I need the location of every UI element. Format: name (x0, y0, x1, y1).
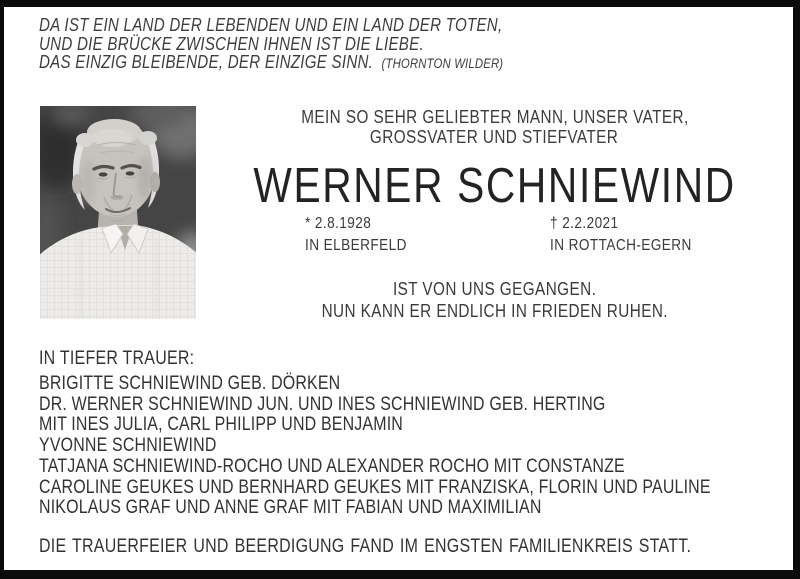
quote-attribution: (THORNTON WILDER) (381, 56, 504, 72)
quote-line-2: UND DIE BRÜCKE ZWISCHEN IHNEN IST DIE LIEBE. (39, 33, 424, 54)
obituary-sheet (4, 7, 793, 570)
deceased-name-row (196, 159, 793, 213)
birth-dateline: * 2.8.1928 (305, 215, 372, 232)
mourner-line: BRIGITTE SCHNIEWIND GEB. DÖRKEN (39, 373, 341, 394)
birth-place: IN ELBERFELD (305, 237, 407, 254)
death-place: IN ROTTACH-EGERN (550, 237, 692, 254)
farewell-line-2: NUN KANN ER ENDLICH IN FRIEDEN RUHEN. (321, 301, 668, 321)
quote-line-1: DA IST EIN LAND DER LEBENDEN UND EIN LAND DER TOTEN, (39, 15, 503, 35)
intro-line-1: MEIN SO SEHR GELIEBTER MANN, UNSER VATER, (300, 107, 689, 127)
closing-line: DIE TRAUERFEIER UND BEERDIGUNG FAND IM ENGSTEN FAMILIENKREIS STATT. (39, 536, 692, 557)
mourner-list (39, 374, 711, 519)
mourner-line: CAROLINE GEUKES UND BERNHARD GEUKES MIT FRANZISKA, FLORIN UND PAULINE (39, 476, 711, 498)
intro-line-2: GROSSVATER UND STIEFVATER (370, 127, 619, 147)
mourner-line: MIT INES JULIA, CARL PHILIPP UND BENJAMIN (39, 414, 404, 436)
quote-line-3-text: DAS EINZIG BLEIBENDE, DER EINZIGE SINN. (39, 52, 374, 73)
mourner-line: NIKOLAUS GRAF UND ANNE GRAF MIT FABIAN UND MAXIMILIAN (39, 497, 542, 519)
death-info (550, 213, 692, 257)
death-dateline: † 2.2.2021 (550, 215, 619, 232)
mourner-line: TATJANA SCHNIEWIND-ROCHO UND ALEXANDER ROCHO MIT CONSTANZE (39, 455, 625, 477)
intro-lines (196, 107, 793, 147)
mourning-section (39, 348, 711, 519)
birth-info (305, 213, 407, 257)
mourner-line: YVONNE SCHNIEWIND (39, 435, 217, 457)
deceased-name: WERNER SCHNIEWIND (253, 159, 736, 213)
portrait-photo (40, 106, 196, 319)
farewell-line-1: IST VON UNS GEGANGEN. (392, 279, 597, 299)
mourning-header: IN TIEFER TRAUER: (39, 348, 195, 369)
mourner-line: DR. WERNER SCHNIEWIND JUN. UND INES SCHNIEWIND GEB. HERTING (39, 393, 606, 415)
farewell-lines (196, 278, 793, 322)
